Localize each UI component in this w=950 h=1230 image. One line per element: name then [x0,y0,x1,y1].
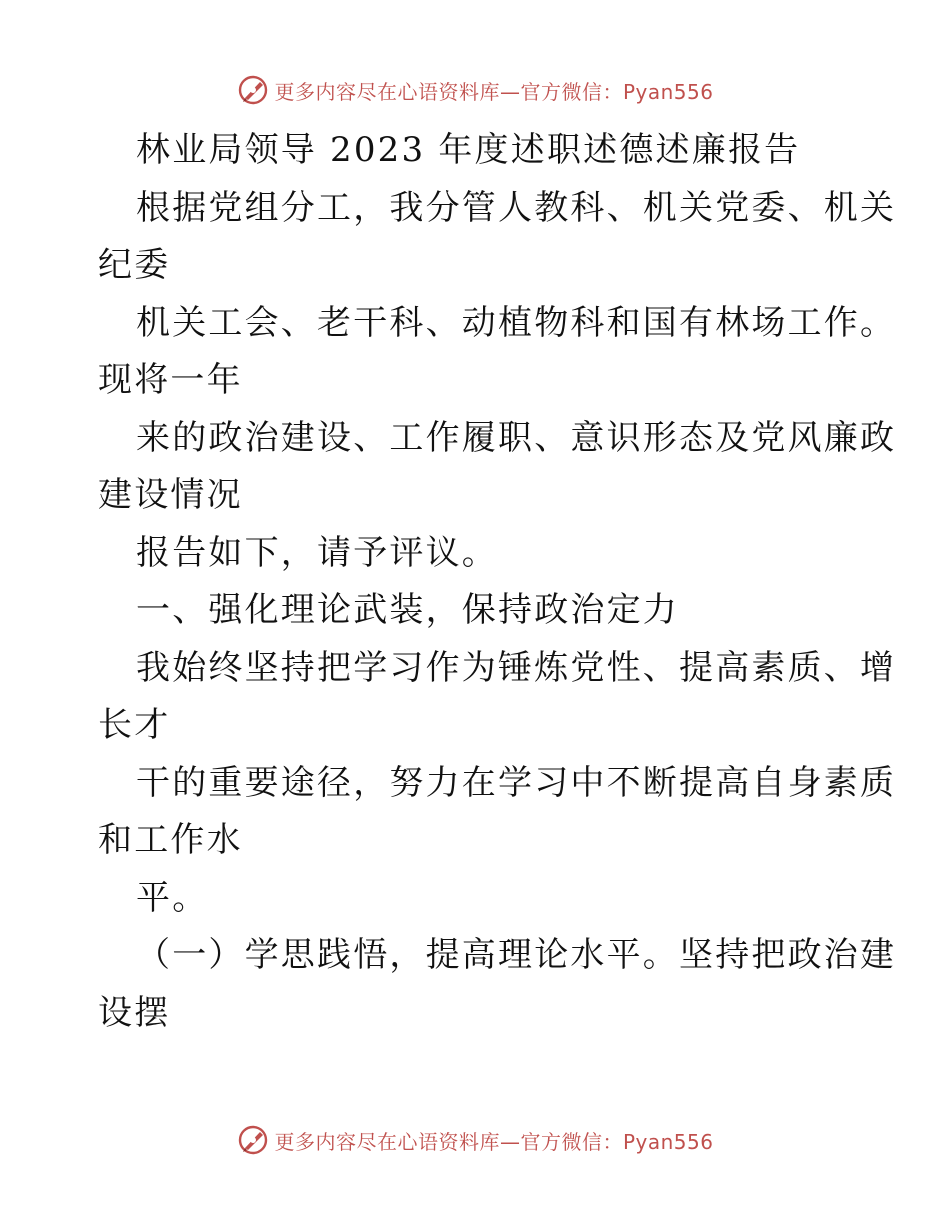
document-body [98,122,897,1042]
text-line: 长才 [98,705,171,745]
text-line: 干的重要途径，努力在学习中不断提高自身素质 [136,762,897,803]
text-line: 来的政治建设、工作履职、意识形态及党风廉政 [136,417,897,458]
header-watermark [0,70,950,110]
text-line: 平。 [136,877,209,918]
footer-watermark [0,1120,950,1160]
text-line: 林业局领导 2023 年度述职述德述廉报告 [136,130,801,170]
text-line: 建设情况 [98,475,243,515]
text-line: 报告如下，请予评议。 [136,532,498,573]
text-line: 我始终坚持把学习作为锤炼党性、提高素质、增 [136,647,897,688]
pen-logo-icon [236,73,270,107]
pen-logo-icon [236,1123,270,1157]
text-line: 一、强化理论武装，保持政治定力 [136,590,679,630]
text-line: 纪委 [98,245,171,285]
text-line: 机关工会、老干科、动植物科和国有林场工作。 [136,302,897,343]
text-line: 设摆 [98,992,171,1033]
text-line: 和工作水 [98,820,243,860]
watermark-text: 更多内容尽在心语资料库—官方微信：Pyan556 [274,1129,714,1154]
text-line: 现将一年 [98,360,243,400]
text-line: （一）学思践悟，提高理论水平。坚持把政治建 [136,935,897,975]
text-line: 根据党组分工，我分管人教科、机关党委、机关 [136,187,897,228]
watermark-text: 更多内容尽在心语资料库—官方微信：Pyan556 [274,79,714,104]
